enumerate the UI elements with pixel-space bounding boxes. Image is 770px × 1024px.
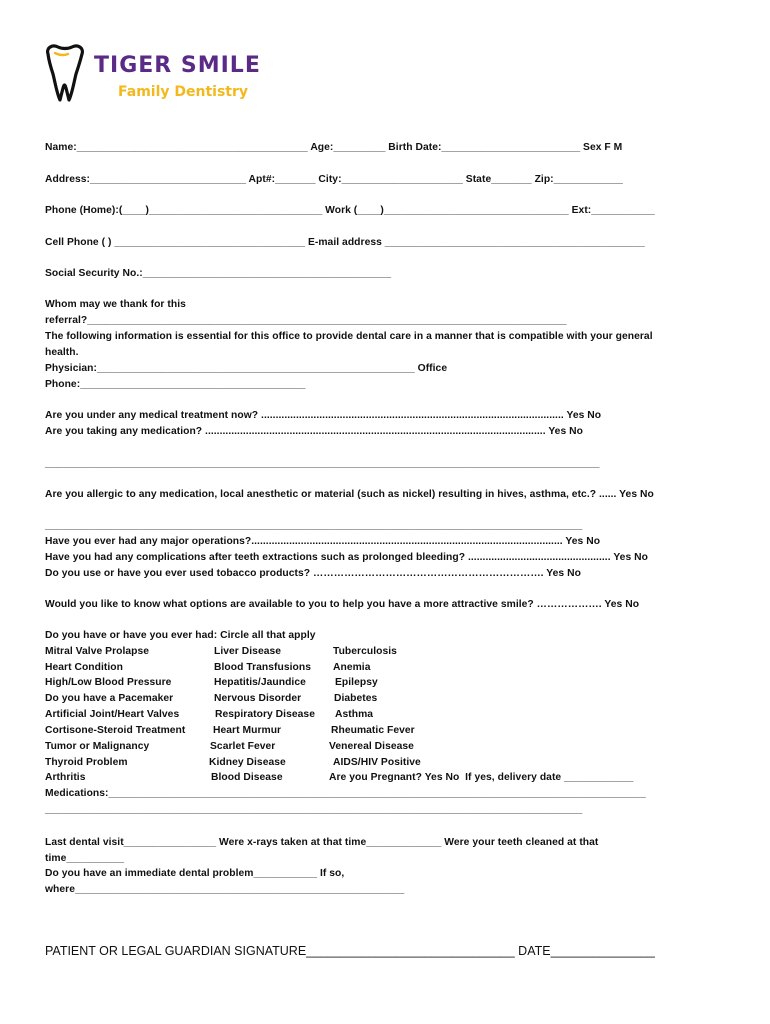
condition-item[interactable]: Epilepsy [335, 677, 378, 688]
practice-logo [44, 44, 284, 108]
condition-item[interactable]: Diabetes [334, 693, 378, 704]
dental-problem-where-line[interactable]: where_________________________________________________________ [45, 884, 405, 895]
question-medical-treatment[interactable]: Are you under any medical treatment now? ........................................................................................................ Yes No [45, 410, 602, 421]
question-complications[interactable]: Have you had any complications after teeth extractions such as prolonged bleeding? ................................................. Yes No [45, 552, 648, 563]
referral-line[interactable]: referral?___________________________________________________________________________________ [45, 315, 567, 326]
signature-line[interactable]: PATIENT OR LEGAL GUARDIAN SIGNATURE______________________________ DATE_______________ [45, 944, 655, 958]
condition-item[interactable]: Rheumatic Fever [331, 725, 415, 736]
condition-item[interactable]: Arthritis [45, 772, 86, 783]
phone-line[interactable]: Phone (Home):(____)______________________________ Work (____)________________________________ Ext:___________ [45, 205, 655, 216]
question-smile[interactable]: Would you like to know what options are available to you to help you have a more attractive smile? ………………. Yes No [45, 599, 640, 610]
condition-item[interactable]: Cortisone-Steroid Treatment [45, 725, 186, 736]
condition-item[interactable]: Artificial Joint/Heart Valves [45, 709, 180, 720]
condition-item[interactable]: Kidney Disease [209, 757, 286, 768]
brand-name: TIGER SMILE [94, 53, 261, 78]
referral-label: Whom may we thank for this [45, 299, 186, 310]
condition-item[interactable]: Hepatitis/Jaundice [214, 677, 306, 688]
condition-item[interactable]: Heart Murmur [213, 725, 282, 736]
condition-item[interactable]: Tuberculosis [333, 646, 397, 657]
condition-item[interactable]: Blood Disease [211, 772, 283, 783]
dental-problem-line[interactable]: Do you have an immediate dental problem___________ If so, [45, 868, 345, 879]
condition-item[interactable]: Tumor or Malignancy [45, 741, 150, 752]
medications-line-2[interactable]: _____________________________________________________________________________________________ [45, 804, 583, 815]
condition-item[interactable]: Venereal Disease [329, 741, 414, 752]
condition-item[interactable]: Nervous Disorder [214, 693, 302, 704]
condition-item[interactable]: Do you have a Pacemaker [45, 693, 174, 704]
medications-line[interactable]: Medications:_____________________________________________________________________________________________ [45, 788, 646, 799]
question-tobacco[interactable]: Do you use or have you ever used tobacco products? …………………………………………………………. Yes No [45, 568, 581, 579]
condition-item[interactable]: Heart Condition [45, 662, 123, 673]
condition-item[interactable]: AIDS/HIV Positive [333, 757, 421, 768]
dental-visit-line-cont[interactable]: time__________ [45, 853, 125, 864]
address-line[interactable]: Address:___________________________ Apt#:_______ City:_____________________ State_______ Zip:____________ [45, 174, 623, 185]
condition-item[interactable]: Respiratory Disease [215, 709, 315, 720]
name-line[interactable]: Name:________________________________________ Age:_________ Birth Date:________________________ Sex F M [45, 142, 623, 153]
condition-item[interactable]: Mitral Valve Prolapse [45, 646, 150, 657]
conditions-header: Do you have or have you ever had: Circle all that apply [45, 630, 316, 641]
cell-line[interactable]: Cell Phone ( ) _________________________________ E-mail address _____________________________________________ [45, 237, 645, 248]
question-medication[interactable]: Are you taking any medication? ..................................................................................................................... Yes No [45, 426, 583, 437]
office-phone-line[interactable]: Phone:_______________________________________ [45, 379, 306, 390]
condition-item[interactable]: High/Low Blood Pressure [45, 677, 172, 688]
allergy-blank-line[interactable]: _____________________________________________________________________________________________ [45, 520, 583, 531]
essential-notice-cont: health. [45, 347, 79, 358]
condition-item[interactable]: Anemia [333, 662, 371, 673]
condition-item[interactable]: Blood Transfusions [214, 662, 312, 673]
question-operations[interactable]: Have you ever had any major operations?........................................................................................................... Yes No [45, 536, 601, 547]
condition-item[interactable]: Scarlet Fever [210, 741, 276, 752]
condition-item[interactable]: Asthma [335, 709, 374, 720]
brand-tagline: Family Dentistry [118, 84, 249, 100]
physician-line[interactable]: Physician:_______________________________________________________ Office [45, 363, 448, 374]
essential-notice: The following information is essential for this office to provide dental care in a manner that is compatible with your general [45, 331, 653, 342]
pregnancy-question[interactable]: Are you Pregnant? Yes No If yes, delivery date ____________ [329, 772, 634, 783]
condition-item[interactable]: Thyroid Problem [45, 757, 128, 768]
medication-blank-line[interactable]: ________________________________________________________________________________________________ [45, 458, 600, 469]
condition-item[interactable]: Liver Disease [214, 646, 282, 657]
tooth-logo-icon [44, 44, 86, 102]
question-allergic[interactable]: Are you allergic to any medication, local anesthetic or material (such as nickel) resulting in hives, asthma, etc.? ...... Yes No [45, 489, 654, 500]
ssn-line[interactable]: Social Security No.:___________________________________________ [45, 268, 392, 279]
dental-visit-line[interactable]: Last dental visit________________ Were x-rays taken at that time_____________ Were your teeth cleaned at that [45, 837, 599, 848]
